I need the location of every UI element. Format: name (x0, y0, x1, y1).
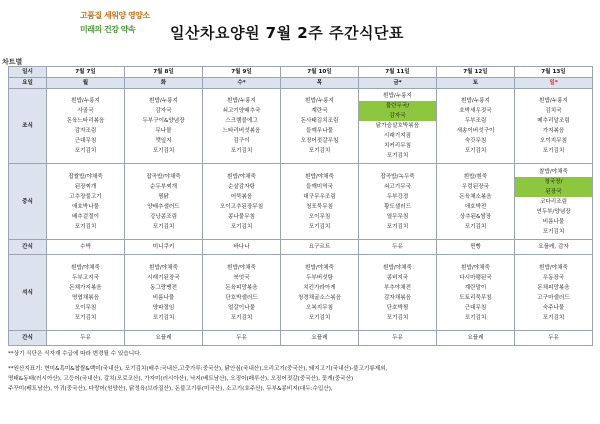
day-label: 화 (125, 78, 203, 89)
menu-item: 새송이버섯구이 (456, 128, 495, 134)
menu-item: 배추겉절이 (71, 213, 100, 220)
menu-item: 오이고추된장무침 (219, 203, 264, 210)
menu-item: 포기김치 (152, 314, 175, 321)
menu-cell (203, 164, 281, 240)
menu-item: 된장찌개 (74, 183, 97, 190)
menu-item: 치킨가라아게 (303, 284, 336, 291)
logo (80, 10, 162, 54)
page-label: 차트별 (2, 58, 23, 66)
menu-item: 돈육채소볶음 (459, 193, 492, 200)
menu-cell (281, 331, 359, 346)
corner-date-label: 일시 (9, 67, 47, 78)
menu-item: 코다리조림 (539, 198, 568, 205)
menu-item: 두부강정 (386, 193, 409, 200)
meal-slot-label: 중식 (9, 164, 47, 240)
menu-item: 부추야채전 (383, 284, 412, 291)
menu-item: 스크램블에그 (225, 118, 258, 124)
menu-item: 청국장/ (515, 177, 592, 187)
menu-item: 흰밥/누룽지 (305, 98, 334, 104)
menu-item: 잡쌀밥/야채죽 (68, 173, 103, 180)
menu-item: 고구마샐러드 (537, 294, 570, 301)
menu-item: 근대무침 (464, 304, 487, 311)
menu-item: 단호박샐러드 (225, 294, 258, 301)
menu-item: 흰밥/야채죽 (305, 173, 334, 180)
menu-item: 오이지무침 (539, 138, 568, 144)
day-label: 수* (203, 78, 281, 89)
menu-item: 호박새우젓국 (459, 108, 492, 114)
menu-cell (125, 89, 203, 164)
menu-item: 콩비지국 (386, 274, 409, 281)
menu-item: 포기김치 (542, 314, 565, 321)
menu-item: 두부버섯탕 (305, 274, 334, 281)
meal-row (9, 240, 593, 255)
menu-item: 포기김치 (308, 223, 331, 230)
menu-item: 김치국 (545, 108, 562, 114)
menu-item: 쇠고기양배추국 (222, 108, 261, 114)
menu-cell (281, 89, 359, 164)
menu-cell (47, 331, 125, 346)
menu-item: 흰밥/누룽지 (461, 98, 490, 104)
day-label: 일* (515, 78, 593, 89)
menu-cell (437, 255, 515, 331)
menu-cell (125, 240, 203, 255)
menu-item: 요플레, 감자 (538, 244, 569, 250)
menu-cell (515, 255, 593, 331)
menu-item: 흰밥/야채죽 (383, 264, 412, 271)
menu-item: 포기김치 (74, 223, 97, 230)
menu-item: 두부구이&양념장 (142, 118, 185, 124)
menu-item: 포기김치 (542, 228, 565, 235)
menu-item: 요플레 (467, 335, 484, 341)
menu-item: 바나나 (233, 244, 250, 250)
menu-cell (47, 240, 125, 255)
menu-item: 찜닭 (158, 193, 169, 200)
day-row (9, 78, 593, 89)
menu-item: 두유 (392, 335, 403, 341)
menu-item: 닭가슴살호박볶음 (375, 123, 420, 129)
menu-item: 메추리알조림 (537, 118, 570, 124)
menu-item: 포기김치 (230, 314, 253, 321)
menu-cell (515, 89, 593, 164)
menu-item: 돈채가지볶음 (69, 284, 102, 291)
menu-item: 돈육느타리볶음 (66, 118, 105, 124)
meal-row (9, 89, 593, 164)
menu-item: 흰밥/야채죽 (227, 264, 256, 271)
menu-cell (47, 164, 125, 240)
menu-item: 오복지무침 (305, 304, 334, 311)
date-header: 7월 11일 (359, 67, 437, 78)
menu-item: 순두부찌개 (149, 183, 178, 190)
menu-cell (515, 331, 593, 346)
meal-row (9, 331, 593, 346)
menu-item: 치커리무침 (383, 143, 412, 149)
menu-item: 포기김치 (74, 314, 97, 321)
menu-item: 잡곡밥/녹두죽 (380, 173, 415, 180)
notes (8, 349, 592, 394)
menu-item: 흰밥/누룽지 (383, 93, 412, 99)
menu-item: 양배추샐러드 (147, 203, 180, 210)
menu-item: 근대무침 (74, 138, 97, 144)
menu-item: 시래기된장국 (147, 274, 180, 281)
menu-item: 사골국 (77, 108, 94, 114)
menu-item: 오이무침 (308, 213, 331, 220)
menu-item: 강낭콩조림 (149, 213, 178, 220)
menu-item: 오이무침 (74, 304, 97, 311)
menu-cell (281, 240, 359, 255)
menu-cell (359, 255, 437, 331)
menu-item: 숙주나물 (542, 304, 565, 311)
menu-item: 북엇국 (233, 274, 250, 281)
menu-cell (359, 164, 437, 240)
menu-item: 동그랑땡전 (149, 284, 178, 291)
menu-cell (437, 89, 515, 164)
menu-item: 찐빵 (470, 244, 481, 250)
menu-item: 두유 (548, 335, 559, 341)
menu-cell (125, 255, 203, 331)
date-header: 7월 8일 (125, 67, 203, 78)
menu-item: 계란국 (311, 108, 328, 114)
menu-item: 숙갓무침 (464, 138, 487, 144)
menu-item: 열무무침 (386, 213, 409, 220)
menu-item: 쇠고기무국 (383, 183, 412, 190)
weekly-menu-table (8, 66, 593, 346)
menu-item: 감자채볶음 (383, 294, 412, 301)
logo-line-2: 미래의 건강 약속 (80, 25, 136, 34)
meal-slot-label: 간식 (9, 240, 47, 255)
menu-item: 애호박전 (464, 203, 487, 210)
menu-cell (203, 89, 281, 164)
menu-item: 수박 (80, 244, 91, 250)
menu-item: 돈육피망볶음 (225, 284, 258, 291)
day-label: 토 (437, 78, 515, 89)
menu-item: 들깨미역국 (305, 183, 334, 190)
menu-item: 포기김치 (386, 223, 409, 230)
menu-item: 두유 (80, 335, 91, 341)
logo-line-1: 고품질 세워양 영양소 (80, 11, 150, 20)
menu-item: 된장국 (515, 187, 592, 197)
menu-item: 연두부/양념장 (536, 208, 571, 215)
menu-item: 흰밥/야채죽 (71, 264, 100, 271)
menu-item: 요플레 (311, 335, 328, 341)
menu-item: 가지볶음 (542, 128, 565, 134)
menu-cell (437, 240, 515, 255)
menu-cell (203, 331, 281, 346)
menu-item: 김구이 (233, 138, 250, 144)
menu-item: 포기김치 (152, 223, 175, 230)
meal-row (9, 164, 593, 240)
menu-cell (515, 240, 593, 255)
menu-item: 비름나물 (152, 294, 175, 301)
menu-cell (359, 331, 437, 346)
menu-cell (437, 164, 515, 240)
menu-item: 오징어젓갈무침 (300, 138, 339, 144)
menu-item: 돈채피망볶음 (537, 284, 570, 291)
menu-item: 요구르트 (308, 244, 331, 250)
menu-cell (47, 255, 125, 331)
notes-disclaimer: **상기 식단은 식자재 수급에 따라 변경될 수 있습니다. (8, 351, 142, 357)
menu-item: 순살감자탕 (227, 183, 256, 190)
menu-item: 포기김치 (542, 148, 565, 154)
menu-cell (125, 331, 203, 346)
menu-item: 깻잎지 (155, 138, 172, 144)
notes-origin-line: 주꾸미(베트남산), 아귀(중국산), 다랑어(원양산), 닭정육(브라질산), 돈불고기류(미국산), 소고기(호주산), 두부&콩비지(대두:수입산), (8, 386, 333, 392)
menu-item: 두부고지국 (71, 274, 100, 281)
menu-item: 고추장불고기 (69, 193, 102, 200)
date-header: 7월 9일 (203, 67, 281, 78)
date-header: 7월 13일 (515, 67, 593, 78)
menu-item: 찰밥/야채죽 (539, 168, 568, 175)
menu-item: 포기김치 (74, 148, 97, 154)
menu-item: 우렁된장국 (461, 183, 490, 190)
menu-item: 두유 (392, 244, 403, 250)
menu-item: 포기김치 (386, 153, 409, 159)
menu-item: 흰밥/야채죽 (539, 264, 568, 271)
notes-origin-line: 명태&동태(러시아산), 고등어(국내산), 갈치(모로코산), 가자미(러시아산), 낙지(베트남산), 오징어(페루산), 오징어젓갈(중국산), 꽃게(중국산) (8, 376, 354, 382)
menu-cell (359, 89, 437, 164)
date-row (9, 67, 593, 78)
day-label: 월 (47, 78, 125, 89)
menu-item: 포기김치 (230, 223, 253, 230)
menu-item: 흰밥/누룽지 (71, 98, 100, 104)
menu-item: 애호박나물 (71, 203, 100, 210)
date-header: 7월 12일 (437, 67, 515, 78)
menu-item: 도토리묵무침 (459, 294, 492, 301)
menu-item: 느타리버섯볶음 (222, 128, 261, 134)
menu-item: 흰밥/누룽지 (539, 98, 568, 104)
menu-cell (281, 164, 359, 240)
menu-item: 들깨무나물 (305, 128, 334, 134)
menu-cell (437, 331, 515, 346)
page-title: 일산차요양원 7월 2주 주간식단표 (170, 24, 404, 42)
menu-item: 단호박찜 (386, 304, 409, 311)
menu-item: 콩나물무침 (227, 213, 256, 220)
menu-item: 흰밥/야채죽 (149, 264, 178, 271)
menu-item: 두부조림 (464, 118, 487, 124)
date-header: 7월 7일 (47, 67, 125, 78)
menu-item: 흰밥/흰죽 (463, 173, 488, 180)
menu-item: 청포묵무침 (305, 203, 334, 210)
meal-slot-label: 간식 (9, 331, 47, 346)
menu-item: 어묵볶음 (230, 193, 253, 200)
menu-item: 청경채굴소스볶음 (297, 294, 342, 301)
menu-item: 양파절임 (152, 304, 175, 311)
menu-cell (47, 89, 125, 164)
menu-item: 흰밥/야채죽 (305, 264, 334, 271)
corner-day-label: 요일 (9, 78, 47, 89)
menu-item: 포기김치 (308, 314, 331, 321)
menu-item: 포기김치 (386, 314, 409, 321)
menu-item: 다시마팽된국 (459, 274, 492, 281)
day-label: 목 (281, 78, 359, 89)
menu-item: 명엽채볶음 (71, 294, 100, 301)
date-header: 7월 10일 (281, 67, 359, 78)
menu-cell (515, 164, 593, 240)
menu-item: 포기김치 (464, 223, 487, 230)
menu-cell (203, 240, 281, 255)
menu-item: 비름나물 (542, 218, 565, 225)
menu-item: 포기김치 (464, 148, 487, 154)
menu-item: 얼갈이나물 (227, 304, 256, 311)
menu-item: 두유 (236, 335, 247, 341)
menu-item: 잡곡밥/야채죽 (146, 173, 181, 180)
menu-item: 미니쿠키 (152, 244, 175, 250)
menu-item: 상추된&쌈장 (459, 213, 492, 220)
menu-item: 감자조림 (74, 128, 97, 134)
menu-item: 포기김치 (152, 148, 175, 154)
menu-item: 흰밥/누룽지 (149, 98, 178, 104)
menu-item: 요플레 (155, 335, 172, 341)
menu-cell (203, 255, 281, 331)
notes-origin-line: **원산지표기: 현미&흑미&찹쌀&백미(국내산), 포기김치(배추:국내산,고춧가루:중국산), 닭안심(국내산),오리고기(중국산), 돼지고기(국내산)-불고기류제외, (8, 366, 388, 372)
menu-item: 돈사태김치조림 (300, 118, 339, 124)
menu-item: 감자국 (359, 111, 436, 121)
menu-item: 무나물 (155, 128, 172, 134)
meal-row (9, 255, 593, 331)
menu-item: 포기김치 (230, 148, 253, 154)
menu-item: 포기김치 (308, 148, 331, 154)
menu-item: 흰밥/누룽지 (227, 98, 256, 104)
menu-item: 계란말이 (464, 284, 487, 291)
meal-slot-label: 석식 (9, 255, 47, 331)
menu-item: 흰밥/야채죽 (227, 173, 256, 180)
menu-cell (281, 255, 359, 331)
menu-item: 흰밥/야채죽 (461, 264, 490, 271)
menu-item: 대구무우조림 (303, 193, 336, 200)
menu-item: 우동장국 (542, 274, 565, 281)
day-label: 금* (359, 78, 437, 89)
meal-slot-label: 조식 (9, 89, 47, 164)
menu-item: 불란두국/ (359, 101, 436, 111)
menu-cell (359, 240, 437, 255)
menu-item: 시래기지짐 (383, 133, 412, 139)
menu-cell (125, 164, 203, 240)
menu-item: 감자국 (155, 108, 172, 114)
menu-item: 포기김치 (464, 314, 487, 321)
menu-item: 황도샐러드 (383, 203, 412, 210)
